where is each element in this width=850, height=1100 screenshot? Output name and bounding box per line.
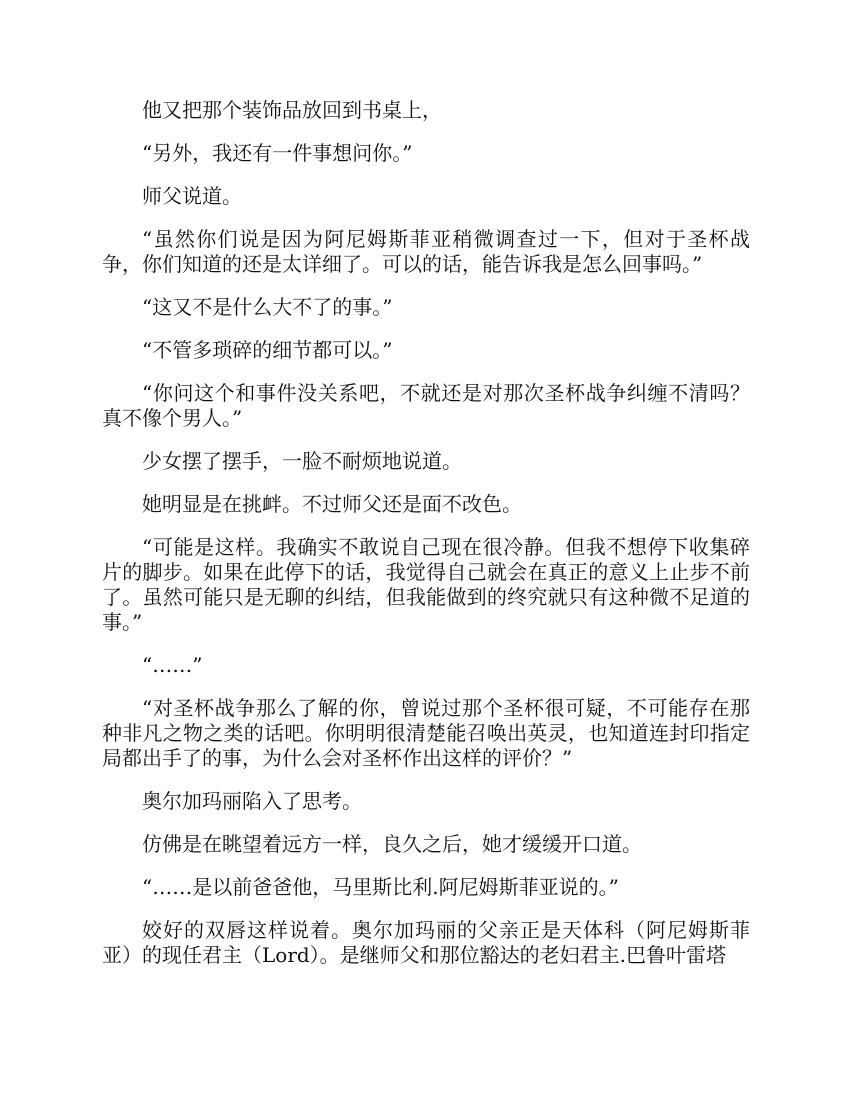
paragraph-6: “不管多琐碎的细节都可以。” — [142, 338, 393, 362]
paragraph-13: 奥尔加玛丽陷入了思考。 — [142, 789, 362, 813]
paragraph-14: 仿佛是在眺望着远方一样，良久之后，她才缓缓开口道。 — [142, 832, 642, 856]
paragraph-9: 她明显是在挑衅。不过师父还是面不改色。 — [142, 492, 522, 516]
paragraph-8: 少女摆了摆手，一脸不耐烦地说道。 — [142, 449, 462, 473]
paragraph-15: “……是以前爸爸他，马里斯比利.阿尼姆斯菲亚说的。” — [142, 875, 619, 899]
paragraph-12: “对圣杯战争那么了解的你，曾说过那个圣杯很可疑，不可能存在那种非凡之物之类的话吧。你明明很清楚能召唤出英灵，也知道连封印指定局都出手了的事，为什么会对圣杯作出这样的评价？” — [102, 696, 750, 770]
paragraph-1: 他又把那个装饰品放回到书桌上， — [142, 98, 442, 122]
paragraph-16: 姣好的双唇这样说着。奥尔加玛丽的父亲正是天体科（阿尼姆斯菲亚）的现任君主（Lord）。是继师父和那位豁达的老妇君主.巴鲁叶雷塔 — [102, 918, 750, 967]
document-body — [102, 98, 750, 986]
paragraph-3: 师父说道。 — [142, 184, 242, 208]
paragraph-7: “你问这个和事件没关系吧，不就还是对那次圣杯战争纠缠不清吗？真不像个男人。” — [102, 381, 750, 430]
paragraph-10: “可能是这样。我确实不敢说自己现在很冷静。但我不想停下收集碎片的脚步。如果在此停下的话，我觉得自己就会在真正的意义上止步不前了。虽然可能只是无聊的纠结，但我能做到的终究就只有这种微不足道的事。” — [102, 535, 750, 634]
paragraph-2: “另外，我还有一件事想问你。” — [142, 141, 413, 165]
paragraph-11: “……” — [142, 653, 203, 677]
paragraph-5: “这又不是什么大不了的事。” — [142, 295, 393, 319]
paragraph-4: “虽然你们说是因为阿尼姆斯菲亚稍微调查过一下，但对于圣杯战争，你们知道的还是太详细了。可以的话，能告诉我是怎么回事吗。” — [102, 227, 750, 276]
